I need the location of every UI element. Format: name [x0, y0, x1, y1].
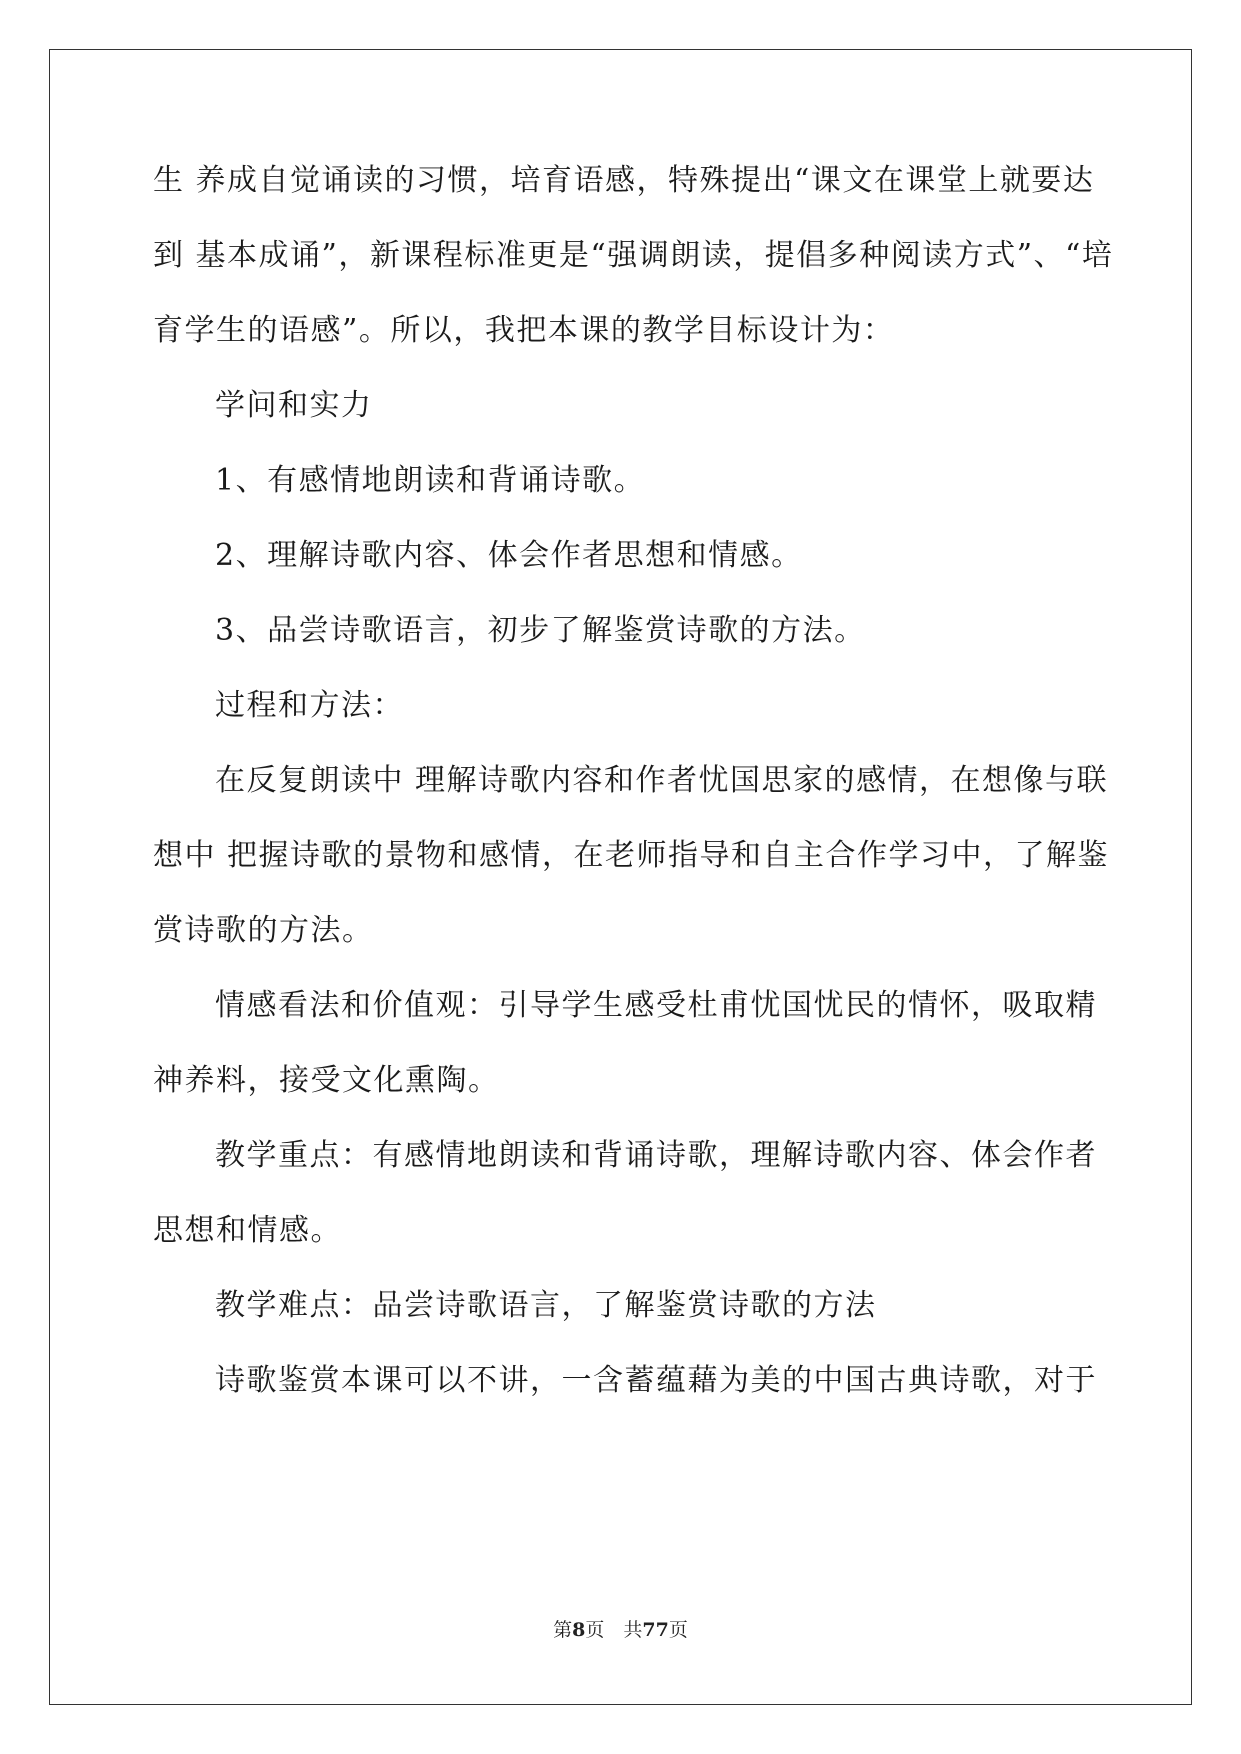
text-line: 诗歌鉴赏本课可以不讲，一含蓄蕴藉为美的中国古典诗歌，对于 [215, 1363, 1097, 1398]
text-line: 情感看法和价值观：引导学生感受杜甫忧国忧民的情怀，吸取精 [215, 988, 1097, 1023]
list-item: 1、有感情地朗读和背诵诗歌。 [215, 463, 646, 498]
section-heading: 过程和方法： [215, 688, 404, 723]
text-line: 生 养成自觉诵读的习惯，培育语感，特殊提出“课文在课堂上就要达 [153, 163, 1095, 198]
footer-middle: 页 共 [585, 1619, 643, 1641]
text-line: 教学重点：有感情地朗读和背诵诗歌，理解诗歌内容、体会作者 [215, 1138, 1097, 1173]
page-number: 8 [572, 1619, 586, 1641]
text-line: 思想和情感。 [153, 1213, 342, 1248]
text-line: 赏诗歌的方法。 [153, 913, 374, 948]
text-line: 到 基本成诵”，新课程标准更是“强调朗读，提倡多种阅读方式”、“培 [153, 238, 1114, 273]
text-line: 育学生的语感”。所以，我把本课的教学目标设计为： [153, 313, 895, 348]
text-line: 神养料，接受文化熏陶。 [153, 1063, 500, 1098]
list-item: 3、品尝诗歌语言，初步了解鉴赏诗歌的方法。 [215, 613, 866, 648]
footer-prefix: 第 [553, 1619, 573, 1641]
page-footer [0, 1617, 1241, 1643]
text-line: 想中 把握诗歌的景物和感情，在老师指导和自主合作学习中，了解鉴 [153, 838, 1110, 873]
text-line: 在反复朗读中 理解诗歌内容和作者忧国思家的感情，在想像与联 [215, 763, 1109, 798]
list-item: 2、理解诗歌内容、体会作者思想和情感。 [215, 538, 803, 573]
page-border [49, 49, 1192, 1705]
footer-suffix: 页 [668, 1619, 688, 1641]
total-pages: 77 [642, 1619, 669, 1641]
text-line: 教学难点：品尝诗歌语言，了解鉴赏诗歌的方法 [215, 1288, 877, 1323]
section-heading: 学问和实力 [215, 388, 373, 423]
